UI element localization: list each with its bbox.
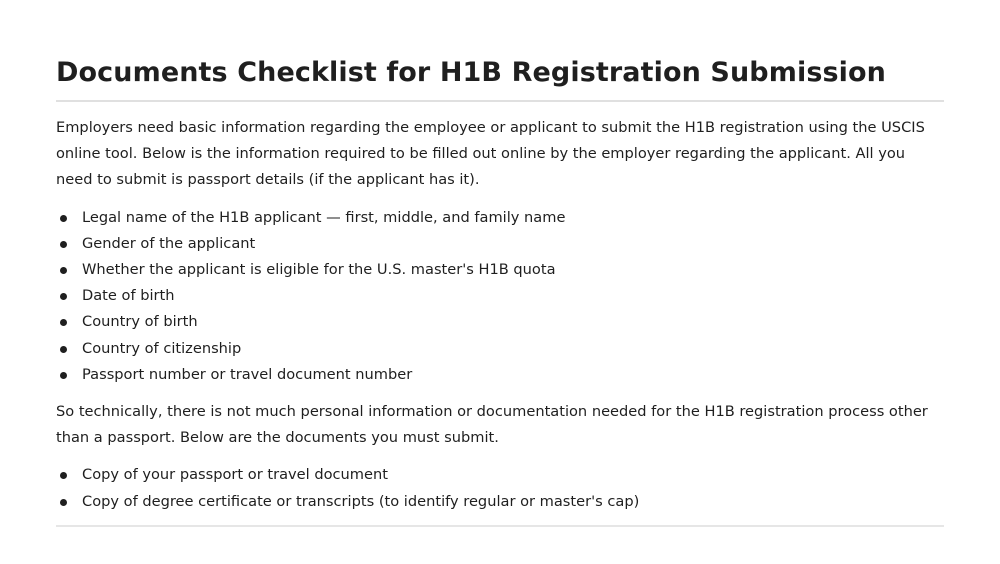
list-item	[56, 309, 944, 335]
bullet-icon	[60, 346, 67, 353]
list-item	[56, 362, 944, 388]
bullet-icon	[60, 267, 67, 274]
list-item	[56, 462, 944, 488]
page-title: Documents Checklist for H1B Registration Submission	[56, 57, 886, 88]
list-item	[56, 283, 944, 309]
list-item-text: Gender of the applicant	[82, 234, 256, 252]
list-item	[56, 257, 944, 283]
list-item	[56, 336, 944, 362]
intro-paragraph: Employers need basic information regarding the employee or applicant to submit the H1B registration using the USCIS online tool. Below is the information required to be filled out online by the employer regarding the applicant. All you need to submit is passport details (if the applicant has it).	[56, 119, 925, 189]
list-item	[56, 489, 944, 515]
document-page	[56, 0, 944, 527]
list-item-text: Country of citizenship	[82, 339, 242, 357]
bullet-icon	[60, 215, 67, 222]
list-item-text: Whether the applicant is eligible for the U.S. master's H1B quota	[82, 261, 556, 279]
list-item-text: Passport number or travel document number	[82, 365, 413, 383]
list-item-text: Date of birth	[82, 287, 175, 305]
bullet-icon	[60, 472, 67, 479]
bullet-icon	[60, 499, 67, 506]
summary-paragraph: So technically, there is not much personal information or documentation needed for the H1B registration process other than a passport. Below are the documents you must submit.	[56, 403, 928, 447]
documents-list	[56, 462, 944, 514]
required-info-list	[56, 205, 944, 388]
bullet-icon	[60, 241, 67, 248]
list-item-text: Copy of your passport or travel document	[82, 466, 388, 484]
list-item-text: Legal name of the H1B applicant — first, middle, and family name	[82, 208, 566, 226]
list-item	[56, 231, 944, 257]
title-divider	[56, 100, 944, 102]
list-item-text: Country of birth	[82, 313, 198, 331]
list-item-text: Copy of degree certificate or transcripts (to identify regular or master's cap)	[82, 492, 640, 510]
bullet-icon	[60, 319, 67, 326]
bullet-icon	[60, 293, 67, 300]
bullet-icon	[60, 372, 67, 379]
bottom-divider	[56, 525, 944, 527]
list-item	[56, 205, 944, 231]
